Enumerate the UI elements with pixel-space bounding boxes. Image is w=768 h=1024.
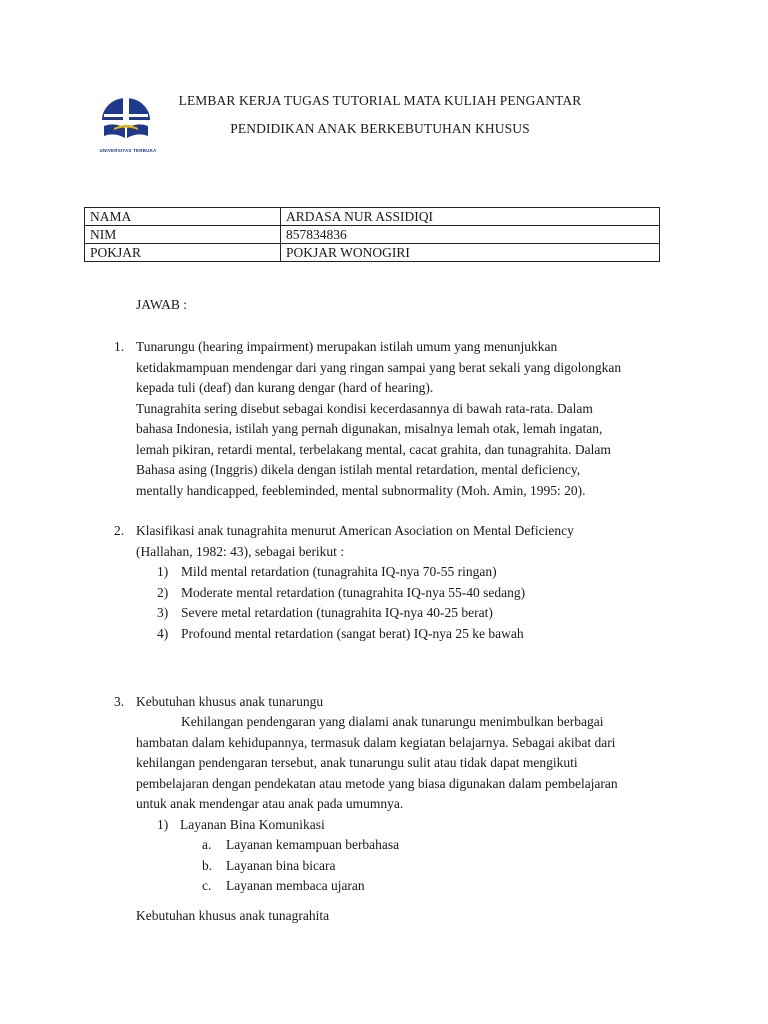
document-title-line2: PENDIDIKAN ANAK BERKEBUTUHAN KHUSUS bbox=[230, 121, 530, 136]
list-item bbox=[157, 603, 525, 624]
list-marker: c. bbox=[202, 878, 212, 893]
q3-line: untuk anak mendengar atau anak pada umumnya. bbox=[136, 796, 404, 811]
q1-line: lemah pikiran, retardi mental, terbelakang mental, cacat grahita, dan tunagrahita. Dalam bbox=[136, 441, 611, 457]
list-marker: 2) bbox=[157, 584, 169, 600]
label-pokjar: POKJAR bbox=[85, 244, 281, 262]
value-nama: ARDASA NUR ASSIDIQI bbox=[281, 208, 660, 226]
q3-line: pembelajaran dengan pendekatan atau metode yang biasa digunakan dalam pembelajaran bbox=[136, 775, 618, 791]
q2-line: Klasifikasi anak tunagrahita menurut American Asociation on Mental Deficiency bbox=[136, 523, 574, 538]
q1-line: Tunagrahita sering disebut sebagai kondisi kecerdasannya di bawah rata-rata. Dalam bbox=[136, 400, 593, 416]
list-text: Moderate mental retardation (tunagrahita IQ-nya 55-40 sedang) bbox=[181, 584, 526, 600]
list-marker: 4) bbox=[157, 625, 169, 641]
list-item bbox=[157, 624, 525, 645]
label-nim: NIM bbox=[85, 226, 281, 244]
list-item bbox=[157, 562, 525, 583]
q3-line: Kehilangan pendengaran yang dialami anak tunarungu menimbulkan berbagai bbox=[181, 714, 604, 729]
table-row bbox=[85, 226, 660, 244]
value-nim: 857834836 bbox=[281, 226, 660, 244]
list-text: Mild mental retardation (tunagrahita IQ-nya 70-55 ringan) bbox=[181, 564, 497, 579]
q3-line: hambatan dalam kehidupannya, termasuk dalam kegiatan belajarnya. Sebagai akibat dari bbox=[136, 734, 616, 750]
answer-heading: JAWAB : bbox=[136, 297, 188, 312]
list-text: Severe metal retardation (tunagrahita IQ-nya 40-25 berat) bbox=[181, 605, 493, 620]
list-text: Layanan kemampuan berbahasa bbox=[226, 837, 400, 852]
q3-sub-heading: Layanan Bina Komunikasi bbox=[180, 817, 325, 832]
logo-caption: UNIVERSITAS TERBUKA bbox=[99, 148, 157, 153]
q1-line: kepada tuli (deaf) dan kurang dengar (hard of hearing). bbox=[136, 380, 434, 395]
table-row bbox=[85, 208, 660, 226]
list-text: Layanan bina bicara bbox=[226, 857, 336, 873]
q2-answer bbox=[136, 521, 574, 562]
value-pokjar: POKJAR WONOGIRI bbox=[281, 244, 660, 262]
q3-number: 3. bbox=[114, 694, 125, 709]
q1-line: ketidakmampuan mendengar dari yang ringan sampai yang berat sekali yang digolongkan bbox=[136, 359, 622, 375]
list-item bbox=[157, 583, 525, 604]
q2-number: 2. bbox=[114, 523, 125, 538]
list-item bbox=[202, 835, 399, 856]
list-item bbox=[202, 856, 399, 877]
q1-line: bahasa Indonesia, istilah yang pernah digunakan, misalnya lemah otak, lemah ingatan, bbox=[136, 421, 603, 436]
list-marker: 3) bbox=[157, 605, 169, 620]
q1-line: Tunarungu (hearing impairment) merupakan istilah umum yang menunjukkan bbox=[136, 339, 558, 354]
q1-number: 1. bbox=[114, 339, 125, 354]
label-nama: NAMA bbox=[85, 208, 281, 226]
q3-next-heading: Kebutuhan khusus anak tunagrahita bbox=[136, 908, 330, 923]
list-marker: a. bbox=[202, 837, 212, 852]
q3-paragraph bbox=[136, 712, 618, 815]
list-item bbox=[202, 876, 399, 897]
q3-sub-heading-row bbox=[157, 815, 325, 836]
q3-service-list bbox=[202, 835, 399, 897]
q3-line: kehilangan pendengaran tersebut, anak tunarungu sulit atau tidak dapat mengikuti bbox=[136, 755, 578, 770]
q1-line: Bahasa asing (Inggris) dikela dengan istilah mental retardation, mental deficiency, bbox=[136, 462, 581, 477]
q2-line: (Hallahan, 1982: 43), sebagai berikut : bbox=[136, 543, 345, 559]
logo-pillar bbox=[123, 98, 129, 126]
list-text: Layanan membaca ujaran bbox=[226, 878, 365, 893]
q1-line: mentally handicapped, feebleminded, mental subnormality (Moh. Amin, 1995: 20). bbox=[136, 482, 586, 498]
q2-classification-list bbox=[157, 562, 525, 644]
list-marker: 1) bbox=[157, 564, 169, 579]
table-row bbox=[85, 244, 660, 262]
list-marker: b. bbox=[202, 857, 213, 873]
student-info-table bbox=[84, 207, 660, 262]
document-title-line1: LEMBAR KERJA TUGAS TUTORIAL MATA KULIAH PENGANTAR bbox=[178, 93, 582, 108]
q1-answer bbox=[136, 337, 621, 501]
q3-heading: Kebutuhan khusus anak tunarungu bbox=[136, 694, 324, 709]
list-text: Profound mental retardation (sangat berat) IQ-nya 25 ke bawah bbox=[181, 625, 524, 641]
list-marker: 1) bbox=[157, 817, 169, 832]
